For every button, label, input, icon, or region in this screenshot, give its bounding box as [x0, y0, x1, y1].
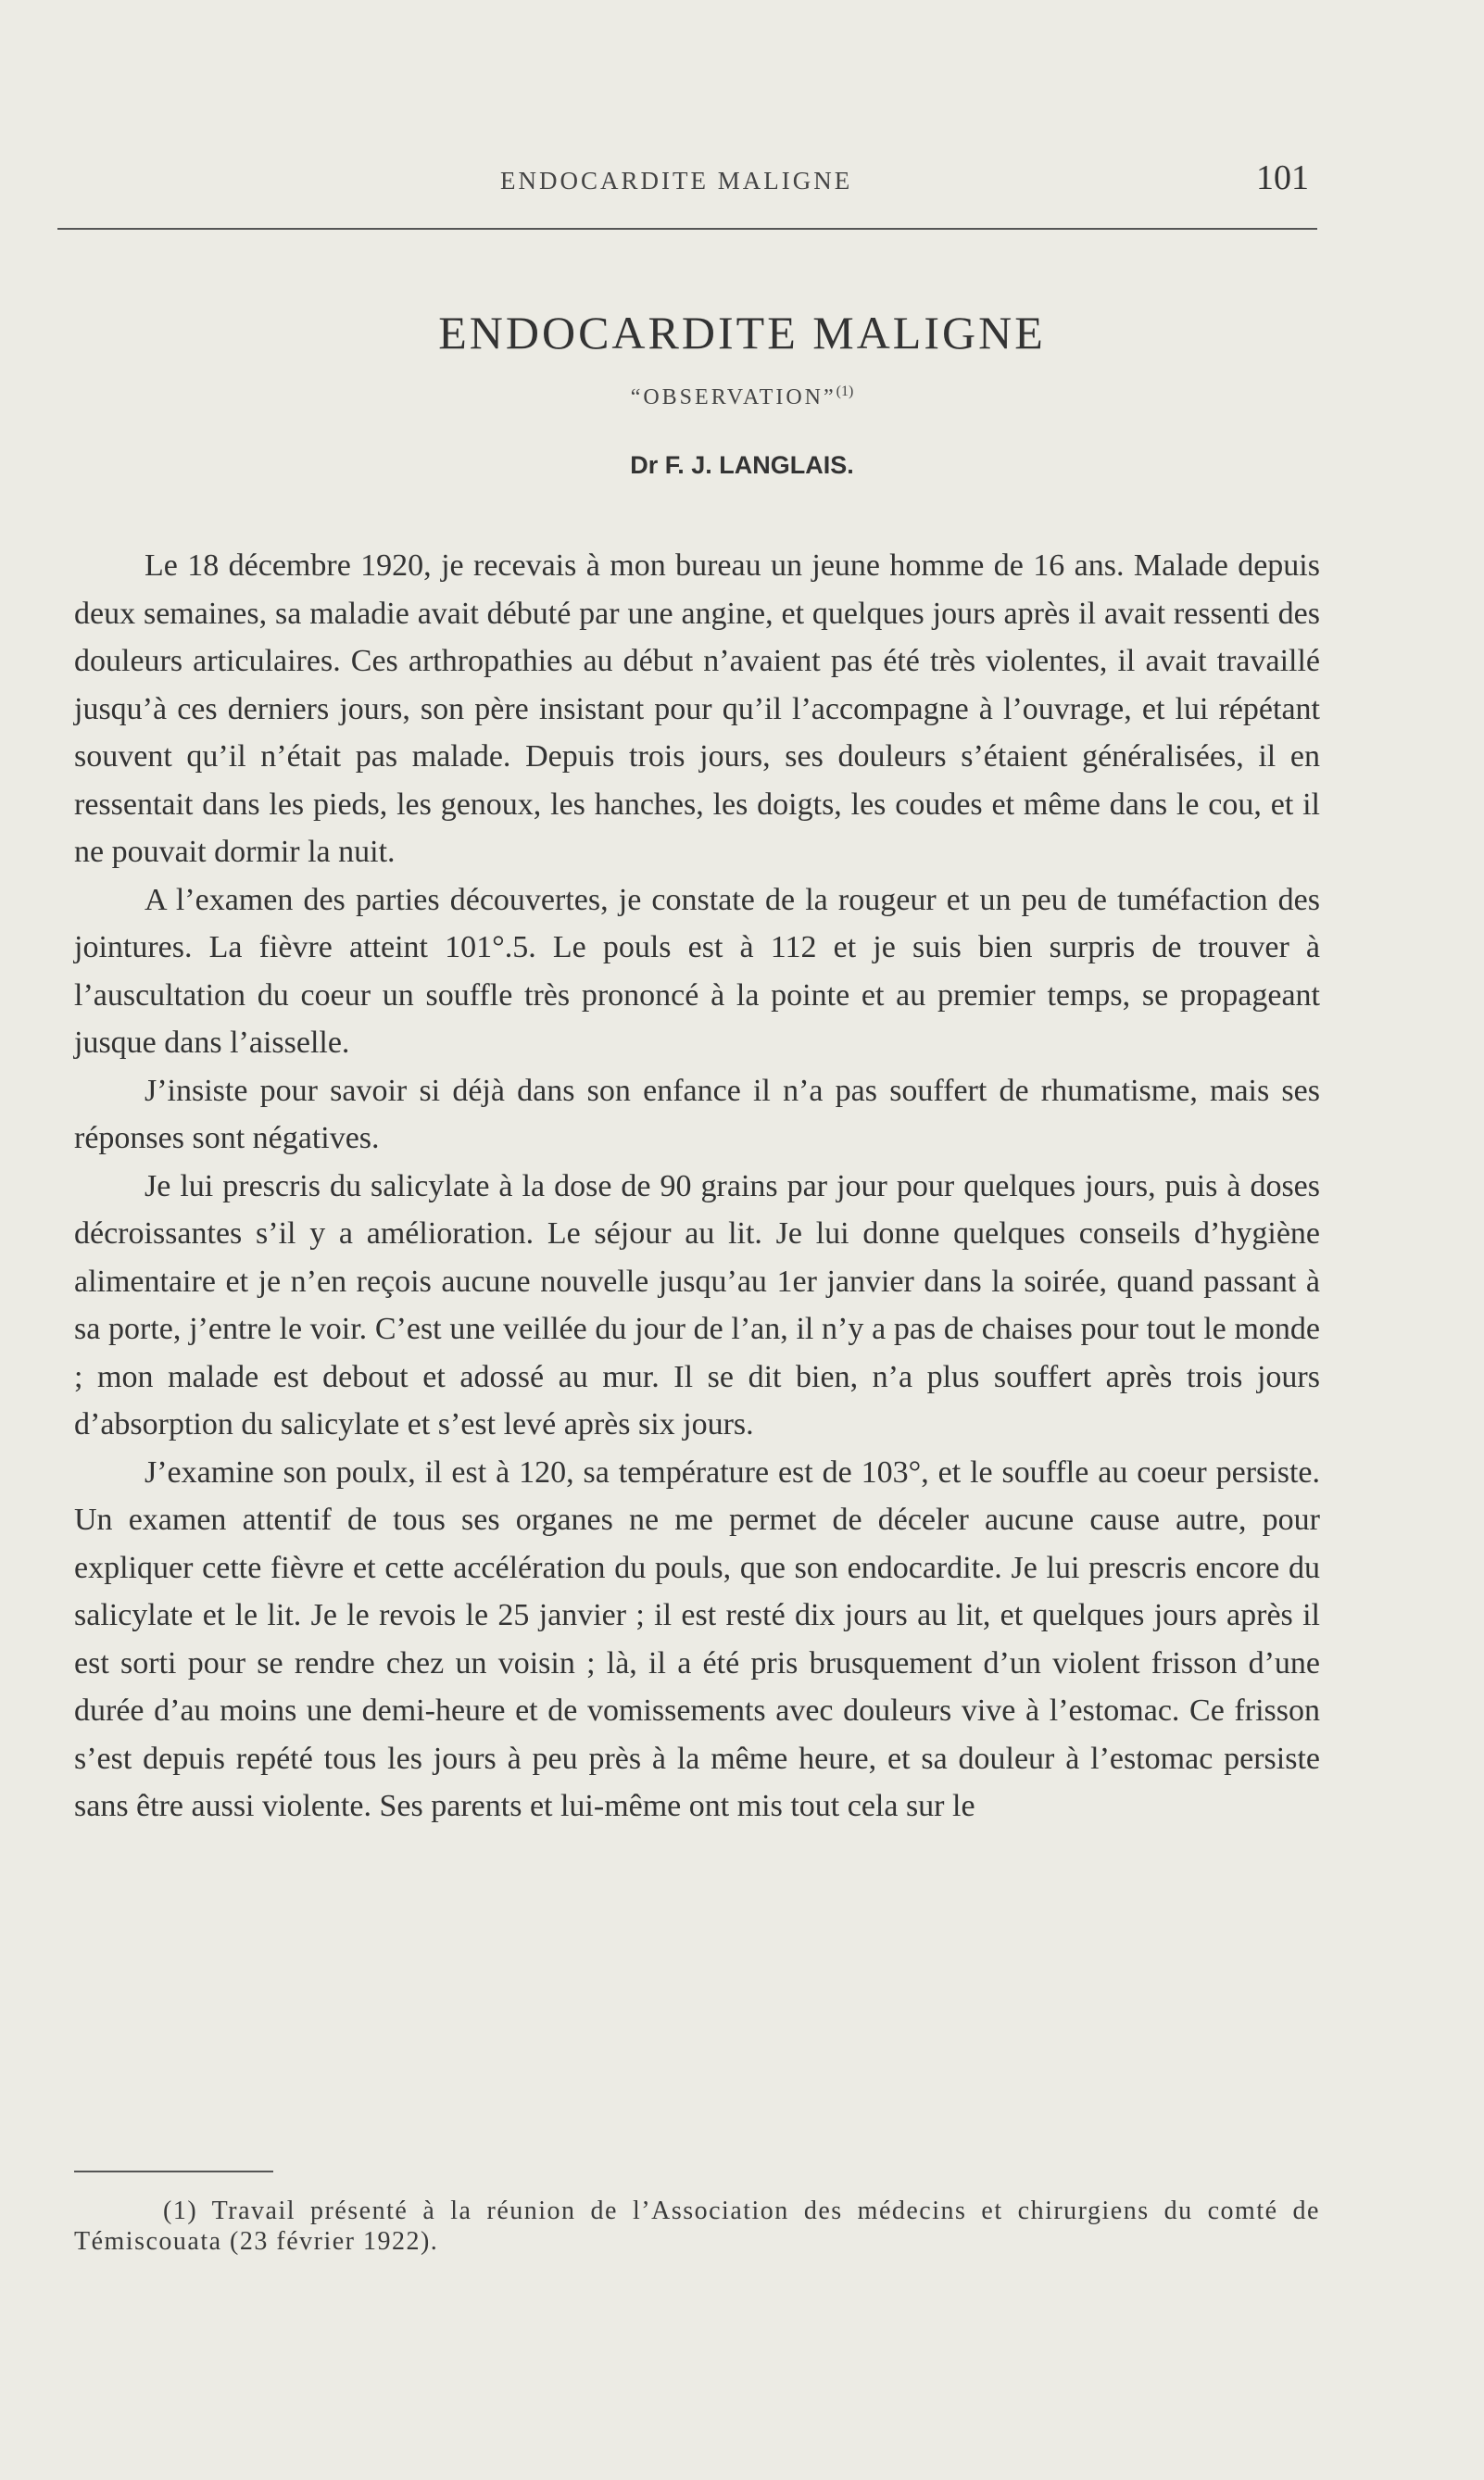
article-body: [74, 542, 1320, 1831]
page-number: 101: [1256, 158, 1309, 197]
footnote: (1) Travail présenté à la réunion de l’Association des médecins et chirurgiens du comté de Témiscouata (23 février 1922).: [74, 2197, 1320, 2256]
article-title: ENDOCARDITE MALIGNE: [438, 307, 1046, 359]
subtitle-text: “OBSERVATION”: [630, 385, 836, 409]
footnote-rule: [74, 2171, 273, 2172]
paragraph: Le 18 décembre 1920, je recevais à mon bureau un jeune homme de 16 ans. Malade depuis deux semaines, sa maladie avait débuté par une angine, et quelques jours après il avait ressenti des douleurs articulaires. Ces arthropathies au début n’avaient pas été très violentes, il avait travaillé jusqu’à ces derniers jours, son père insistant pour qu’il l’accompagne à l’ouvrage, et lui répétant souvent qu’il n’était pas malade. Depuis trois jours, ses douleurs s’étaient généralisées, il en ressentait dans les pieds, les genoux, les hanches, les doigts, les coudes et même dans le cou, et il ne pouvait dormir la nuit.: [74, 548, 1320, 869]
article-author: Dr F. J. LANGLAIS.: [630, 451, 854, 479]
paragraph: J’insiste pour savoir si déjà dans son enfance il n’a pas souffert de rhumatisme, mais ses réponses sont négatives.: [74, 1073, 1320, 1155]
footnote-marker: (1): [836, 384, 854, 399]
article-subtitle: [0, 384, 1484, 410]
paragraph: J’examine son poulx, il est à 120, sa température est de 103°, et le souffle au coeur persiste. Un examen attentif de tous ses organes ne me permet de déceler aucune cause autre, pour expliquer cette fièvre et cette accélération du pouls, que son endocardite. Je lui prescris encore du salicylate et le lit. Je le revois le 25 janvier ; il est resté dix jours au lit, et quelques jours après il est sorti pour se rendre chez un voisin ; là, il a été pris brusquement d’un violent frisson d’une durée d’au moins une demi-heure et de vomissements avec douleurs vive à l’estomac. Ce frisson s’est depuis repété tous les jours à peu près à la même heure, et sa douleur à l’estomac persiste sans être aussi violente. Ses parents et lui-même ont mis tout cela sur le: [74, 1454, 1320, 1823]
paragraph: Je lui prescris du salicylate à la dose de 90 grains par jour pour quelques jours, puis à doses décroissantes s’il y a amélioration. Le séjour au lit. Je lui donne quelques conseils d’hygiène alimentaire et je n’en reçois aucune nouvelle jusqu’au 1er janvier dans la soirée, quand passant à sa porte, j’entre le voir. C’est une veillée du jour de l’an, il n’y a pas de chaises pour tout le monde ; mon malade est debout et adossé au mur. Il se dit bien, n’a plus souffert après trois jours d’absorption du salicylate et s’est levé après six jours.: [74, 1168, 1320, 1441]
header-rule: [57, 228, 1317, 230]
paragraph: A l’examen des parties découvertes, je constate de la rougeur et un peu de tuméfaction des jointures. La fièvre atteint 101°.5. Le pouls est à 112 et je suis bien surpris de trouver à l’auscultation du coeur un souffle très prononcé à la pointe et au premier temps, se propageant jusque dans l’aisselle.: [74, 882, 1320, 1060]
running-head: ENDOCARDITE MALIGNE: [500, 167, 853, 195]
